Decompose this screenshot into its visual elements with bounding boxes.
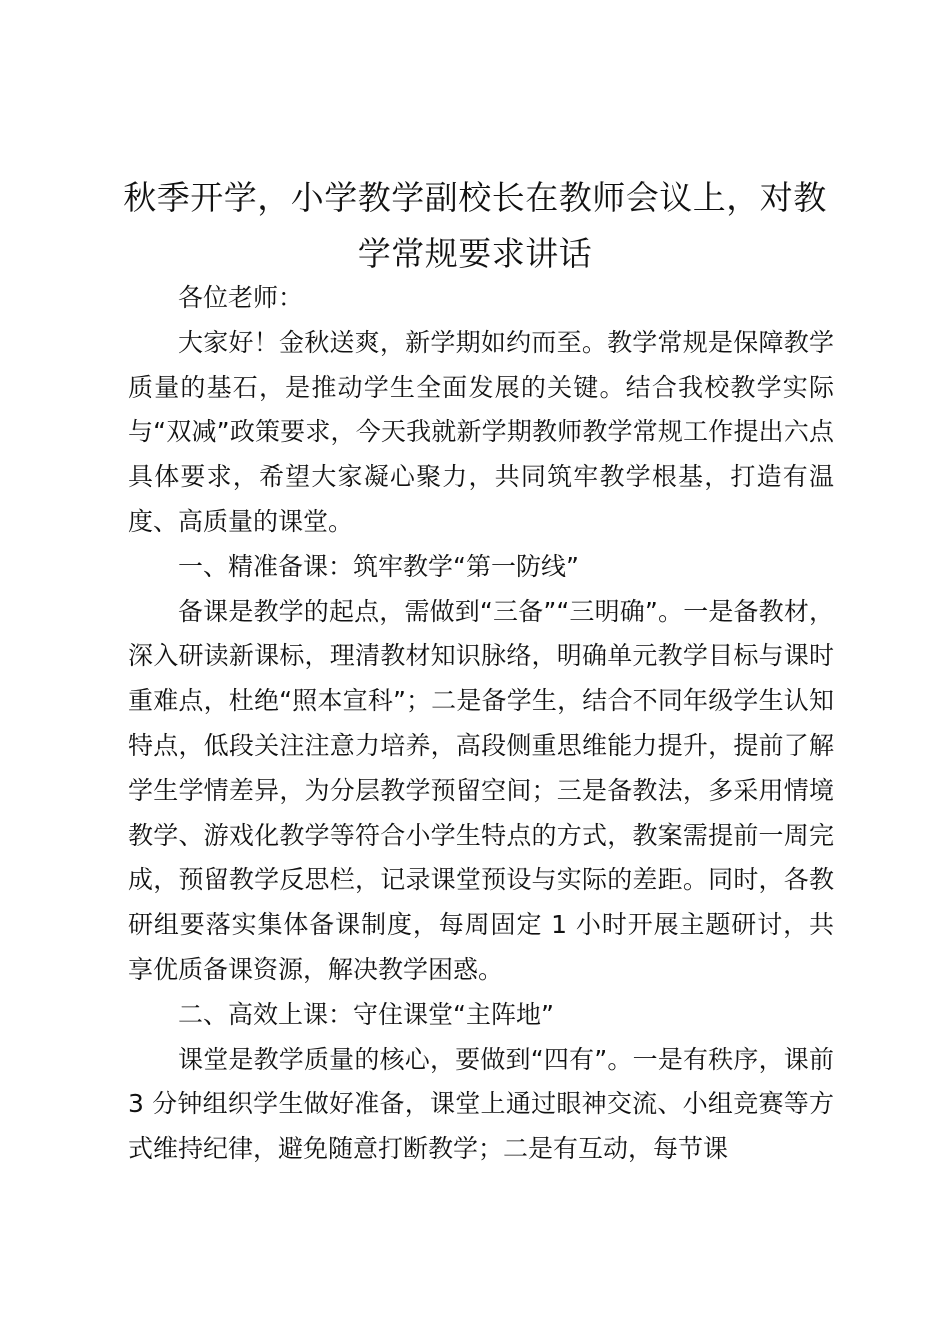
paragraph-section-2: 课堂是教学质量的核心，要做到“四有”。一是有秩序，课前 3 分钟组织学生做好准备，课堂上通过眼神交流、小组竞赛等方式维持纪律，避免随意打断教学；二是有互动，每节课 xyxy=(128,1044,834,1164)
section-heading-1: 一、精准备课：筑牢教学“第一防线” xyxy=(178,551,579,581)
paragraph-section-1: 备课是教学的起点，需做到“三备”“三明确”。一是备教材，深入研读新课标，理清教材知识脉络，明确单元教学目标与课时重难点，杜绝“照本宣科”；二是备学生，结合不同年级学生认知特点，低段关注注意力培养，高段侧重思维能力提升，提前了解学生学情差异，为分层教学预留空间；三是备教法，多采用情境教学、游戏化教学等符合小学生特点的方式，教案需提前一周完成，预留教学反思栏，记录课堂预设与实际的差距。同时，各教研组要落实集体备课制度，每周固定 1 小时开展主题研讨，共享优质备课资源，解决教学困惑。 xyxy=(128,596,834,984)
paragraph-opening: 大家好！金秋送爽，新学期如约而至。教学常规是保障教学质量的基石，是推动学生全面发展的关键。结合我校教学实际与“双减”政策要求，今天我就新学期教师教学常规工作提出六点具体要求，希望大家凝心聚力，共同筑牢教学根基，打造有温度、高质量的课堂。 xyxy=(128,327,834,536)
document-body xyxy=(128,276,834,1172)
section-heading-2: 二、高效上课：守住课堂“主阵地” xyxy=(178,999,554,1029)
document-title: 秋季开学，小学教学副校长在教师会议上，对教学常规要求讲话 xyxy=(123,178,827,273)
salutation: 各位老师： xyxy=(178,283,304,312)
